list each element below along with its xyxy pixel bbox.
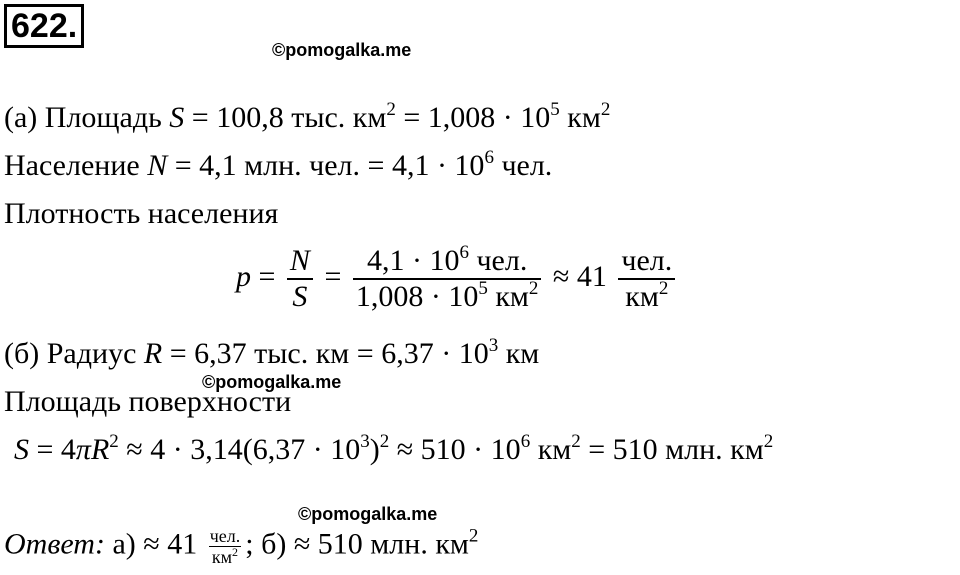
surface-var: S: [14, 433, 29, 466]
problem-number: 622.: [4, 4, 84, 48]
fraction-numerator-values: [353, 244, 542, 278]
density-fraction-ns: [287, 244, 313, 314]
watermark-top: ©pomogalka.me: [272, 40, 412, 60]
unit-den-exp: 2: [658, 278, 669, 299]
area-expr2: = 1,008 · 10: [395, 101, 551, 134]
density-eq: =: [251, 259, 283, 293]
surface-label: Площадь поверхности: [4, 385, 292, 418]
population-expr2: чел.: [493, 149, 553, 182]
den-exp2: 2: [528, 278, 539, 299]
surface-e3: ): [369, 433, 380, 466]
num-exp: 6: [459, 242, 469, 263]
density-formula: [236, 244, 679, 314]
answer-line: [4, 526, 478, 567]
surface-exp-a: 3: [360, 431, 370, 452]
unit-denominator: [618, 278, 675, 314]
area-var: S: [169, 101, 185, 134]
surface-e6: = 510 млн. км: [580, 433, 764, 466]
radius-expr2: км: [498, 337, 540, 370]
density-label: Плотность населения: [4, 197, 279, 230]
answer-b-exp: 2: [468, 525, 479, 547]
unit-numerator: чел.: [621, 244, 673, 277]
density-fraction-values: [353, 244, 542, 314]
answer-frac-denominator: [209, 546, 242, 567]
area-expr3: км: [559, 101, 601, 134]
surface-e2: ≈ 4 · 3,14(6,37 · 10: [118, 433, 361, 466]
num-pre: 4,1 · 10: [366, 244, 460, 277]
answer-label: Ответ:: [4, 527, 105, 561]
surface-exp-r: 2: [109, 431, 119, 452]
radius-line: [4, 336, 539, 372]
radius-label: (б) Радиус: [4, 337, 137, 370]
area-label: (а) Площадь: [4, 101, 162, 134]
population-var: N: [147, 149, 168, 182]
watermark-bottom: ©pomogalka.me: [298, 504, 438, 524]
num-post: чел.: [468, 244, 528, 277]
surface-exp-c: 6: [520, 431, 531, 452]
surface-e5: км: [530, 433, 572, 466]
surface-e1: = 4: [29, 433, 76, 466]
radius-expr1: = 6,37 тыс. км = 6,37 · 10: [162, 337, 489, 370]
answer-unit-fraction: [209, 526, 242, 567]
surface-exp-e: 2: [763, 431, 774, 452]
density-lhs: p: [236, 259, 251, 293]
surface-pi-r: πR: [75, 433, 110, 466]
density-unit-fraction: [618, 244, 675, 314]
population-exp1: 6: [484, 147, 494, 168]
answer-frac-numerator: чел.: [209, 526, 241, 546]
fraction-numerator-n: N: [289, 244, 310, 277]
surface-exp-d: 2: [571, 431, 581, 452]
fraction-denominator-s: S: [287, 278, 313, 314]
answer-a-part: а) ≈ 41: [104, 527, 205, 561]
area-exp2: 5: [550, 99, 560, 120]
surface-formula: [14, 432, 773, 468]
surface-exp-b: 2: [379, 431, 390, 452]
radius-var: R: [143, 337, 163, 370]
answer-b-part: ; б) ≈ 510 млн. км: [245, 527, 469, 561]
fraction-denominator-values: [353, 278, 542, 314]
watermark-middle: ©pomogalka.me: [202, 372, 342, 392]
area-expr1: = 100,8 тыс. км: [184, 101, 387, 134]
area-exp1: 2: [386, 99, 396, 120]
den-pre: 1,008 · 10: [355, 280, 479, 313]
area-line: [4, 100, 610, 136]
density-approx: ≈ 41: [545, 259, 615, 293]
answer-frac-den-text: км: [211, 547, 233, 567]
surface-e4: ≈ 510 · 10: [389, 433, 521, 466]
unit-den-text: км: [625, 280, 659, 313]
population-expr1: = 4,1 млн. чел. = 4,1 · 10: [167, 149, 485, 182]
density-eq2: =: [316, 259, 349, 293]
population-line: [4, 148, 552, 184]
area-exp3: 2: [600, 99, 611, 120]
population-label: Население: [4, 149, 140, 182]
den-post: км: [487, 280, 529, 313]
den-exp: 5: [478, 278, 488, 299]
answer-frac-den-exp: 2: [232, 545, 239, 559]
radius-exp1: 3: [488, 335, 499, 356]
